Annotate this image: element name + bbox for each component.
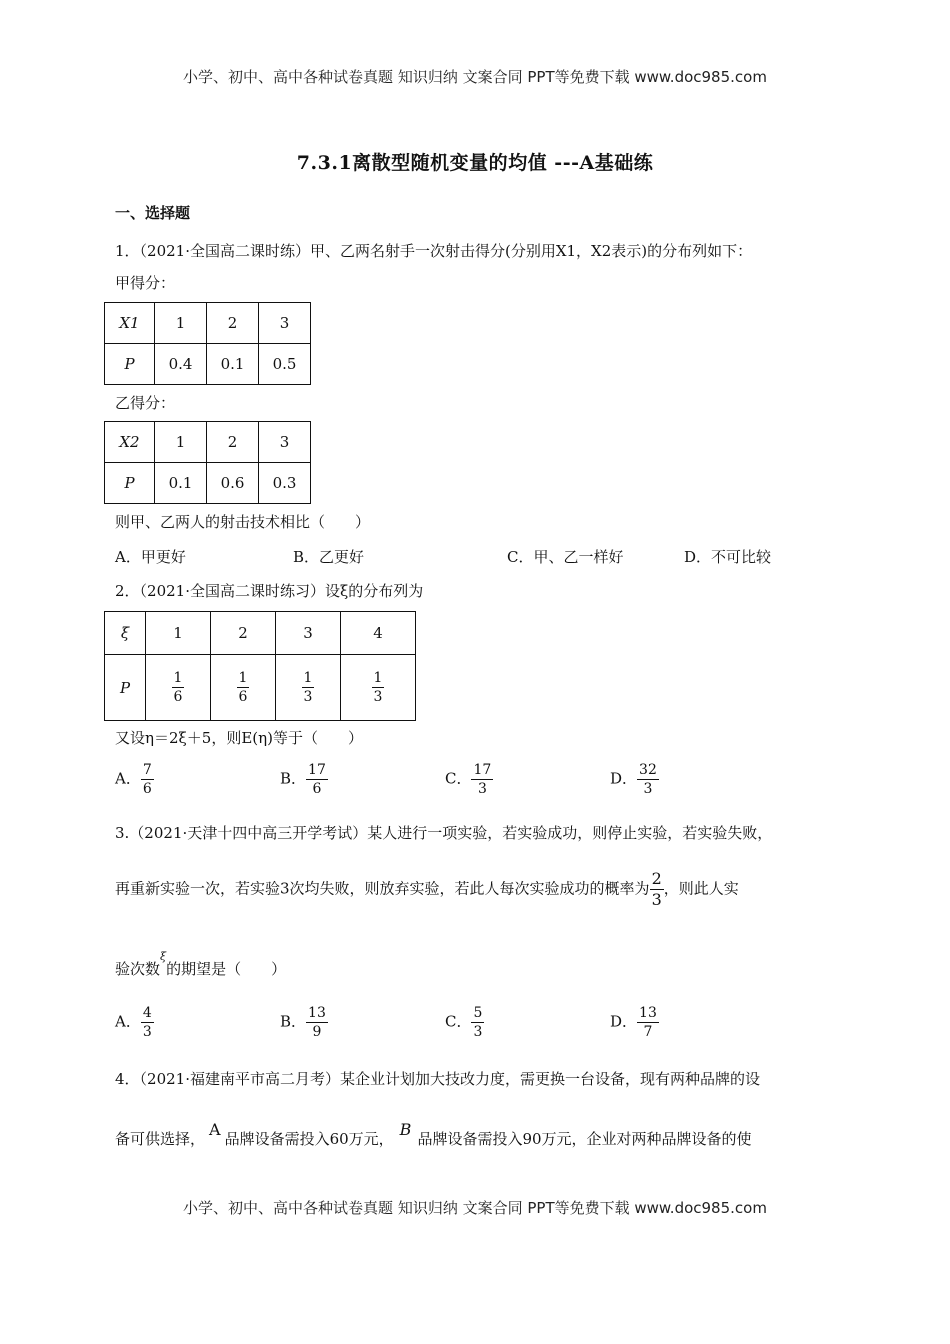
q3-option-b[interactable]: B． $\frac{13}{9}$ [280, 1005, 326, 1040]
q2-option-d[interactable]: D． $\frac{32}{3}$ [610, 762, 657, 797]
q1-table-a-value: 1 [155, 303, 207, 344]
q1-table-b-prob: 0.6 [207, 463, 259, 504]
q2-table [104, 611, 416, 721]
q1-table-b-var: X2 [105, 422, 155, 463]
q4-brand-a: A [209, 1120, 221, 1139]
q2-option-b[interactable]: B． $\frac{17}{6}$ [280, 762, 326, 797]
q1-table-a-value: 3 [259, 303, 311, 344]
q2-table-value: 2 [211, 612, 276, 655]
q1-option-b[interactable]: B．乙更好 [293, 548, 365, 566]
q2-option-c[interactable]: C． $\frac{17}{3}$ [445, 762, 492, 797]
q4-brand-b: B [399, 1120, 412, 1139]
q3-line3: 验次数$^\xi$的期望是（ ） [115, 950, 287, 978]
q2-table-prob: $\frac{1}{6}$ [211, 655, 276, 721]
q1-option-a[interactable]: A．甲更好 [115, 548, 186, 566]
q1-option-c[interactable]: C．甲、乙一样好 [507, 548, 624, 566]
q2-table-value: 1 [146, 612, 211, 655]
q2-table-prob: $\frac{1}{3}$ [341, 655, 416, 721]
q1-table-a-var: X1 [105, 303, 155, 344]
q2-stem: 2．（2021·全国高二课时练习）设ξ的分布列为 [115, 582, 424, 600]
q1-table-a [104, 302, 311, 385]
q1-table-b-value: 1 [155, 422, 207, 463]
section-heading: 一、选择题 [115, 204, 191, 222]
q4-line1: 4．（2021·福建南平市高二月考）某企业计划加大技改力度，需更换一台设备，现有两种品牌的设 [115, 1070, 760, 1088]
q1-table-a-prob: 0.5 [259, 344, 311, 385]
q1-table-a-p: P [105, 344, 155, 385]
page-footer: 小学、初中、高中各种试卷真题 知识归纳 文案合同 PPT等免费下载 www.doc985.com [183, 1199, 767, 1217]
q1-table-a-prob: 0.4 [155, 344, 207, 385]
q2-table-prob: $\frac{1}{3}$ [276, 655, 341, 721]
q1-table-a-prob: 0.1 [207, 344, 259, 385]
q1-table-b-value: 3 [259, 422, 311, 463]
q2-question: 又设η＝2ξ＋5，则E(η)等于（ ） [115, 729, 363, 747]
q1-table-b-p: P [105, 463, 155, 504]
q1-option-d[interactable]: D．不可比较 [684, 548, 772, 566]
q3-option-c[interactable]: C． $\frac{5}{3}$ [445, 1005, 483, 1040]
q2-table-value: 4 [341, 612, 416, 655]
q1-table-b-value: 2 [207, 422, 259, 463]
q1-table-b-prob: 0.3 [259, 463, 311, 504]
q2-table-var: ξ [105, 612, 146, 655]
q4-line2: 备可供选择， A 品牌设备需投入60万元， B 品牌设备需投入90万元，企业对两种品牌设备的使 [115, 1120, 752, 1148]
q3-line2: 再重新实验一次，若实验3次均失败，则放弃实验，若此人每次实验成功的概率为 $\frac{2}{3}$ ，则此人实 [115, 869, 739, 909]
q3-line1: 3.（2021·天津十四中高三开学考试）某人进行一项实验，若实验成功，则停止实验，若实验失败， [115, 824, 773, 842]
q1-question: 则甲、乙两人的射击技术相比（ ） [115, 513, 371, 531]
q3-option-d[interactable]: D． $\frac{13}{7}$ [610, 1005, 657, 1040]
q3-xi: ξ [160, 950, 167, 963]
q1-table-b-prob: 0.1 [155, 463, 207, 504]
q1-label-b: 乙得分： [115, 394, 176, 412]
page-title: 7.3.1离散型随机变量的均值 ---A基础练 [296, 152, 654, 174]
q1-stem: 1．（2021·全国高二课时练）甲、乙两名射手一次射击得分(分别用X1，X2表示)的分布列如下： [115, 242, 753, 260]
q2-option-a[interactable]: A． $\frac{7}{6}$ [115, 762, 152, 797]
q1-table-a-value: 2 [207, 303, 259, 344]
q3-option-a[interactable]: A． $\frac{4}{3}$ [115, 1005, 152, 1040]
q2-table-prob: $\frac{1}{6}$ [146, 655, 211, 721]
q1-table-b [104, 421, 311, 504]
q2-table-value: 3 [276, 612, 341, 655]
q1-label-a: 甲得分： [115, 274, 176, 292]
q2-table-p: P [105, 655, 146, 721]
page-header: 小学、初中、高中各种试卷真题 知识归纳 文案合同 PPT等免费下载 www.doc985.com [183, 68, 767, 86]
